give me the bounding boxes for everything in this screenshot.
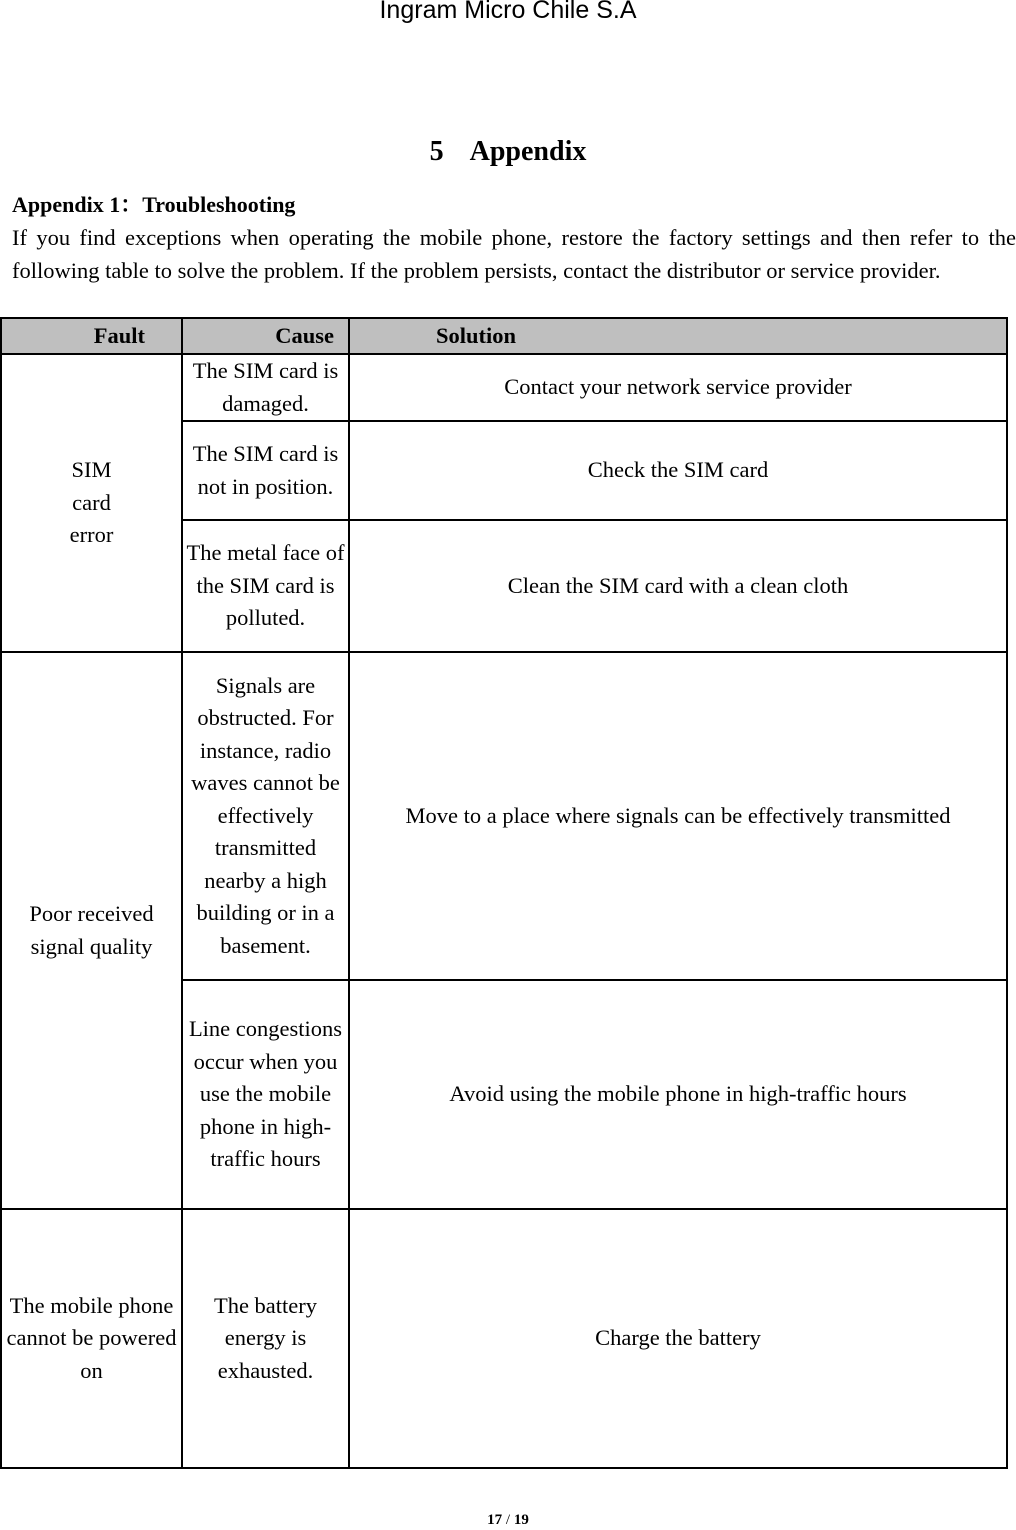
appendix-title: Appendix 1：Troubleshooting <box>12 192 296 217</box>
fault-cell: SIM card error <box>1 354 182 652</box>
cause-cell: The SIM card is not in position. <box>182 421 349 520</box>
table-row <box>1 652 1007 980</box>
page-current: 17 <box>487 1512 503 1528</box>
section-number: 5 <box>429 136 444 167</box>
header-cause: Cause <box>182 318 349 354</box>
table-header-row <box>1 318 1007 354</box>
cause-cell: The battery energy is exhausted. <box>182 1209 349 1468</box>
page-number <box>0 1512 1016 1529</box>
intro-paragraph: If you find exceptions when operating the mobile phone, restore the factory settings and then refer to the following table to solve the problem. If the problem persists, contact the distributor or service provider. <box>12 225 1016 283</box>
fault-cell: Poor received signal quality <box>1 652 182 1209</box>
cause-cell: The metal face of the SIM card is polluted. <box>182 520 349 652</box>
header-solution: Solution <box>349 318 1007 354</box>
cause-cell: Line congestions occur when you use the mobile phone in high-traffic hours <box>182 980 349 1209</box>
table-row <box>1 354 1007 421</box>
troubleshooting-table <box>0 317 1008 1469</box>
section-title: Appendix <box>469 136 587 167</box>
solution-cell: Charge the battery <box>349 1209 1007 1468</box>
solution-cell: Contact your network service provider <box>349 354 1007 421</box>
header-fault: Fault <box>1 318 182 354</box>
fault-cell: The mobile phone cannot be powered on <box>1 1209 182 1468</box>
solution-cell: Clean the SIM card with a clean cloth <box>349 520 1007 652</box>
cause-cell: The SIM card is damaged. <box>182 354 349 421</box>
cause-cell: Signals are obstructed. For instance, radio waves cannot be effectively transmitted nearby a high building or in a basement. <box>182 652 349 980</box>
solution-cell: Avoid using the mobile phone in high-traffic hours <box>349 980 1007 1209</box>
solution-cell: Move to a place where signals can be effectively transmitted <box>349 652 1007 980</box>
table-row <box>1 1209 1007 1468</box>
page-separator: / <box>505 1512 511 1528</box>
page-header: Ingram Micro Chile S.A <box>379 0 637 24</box>
section-heading <box>0 136 1016 168</box>
solution-cell: Check the SIM card <box>349 421 1007 520</box>
page-total: 19 <box>513 1512 529 1528</box>
